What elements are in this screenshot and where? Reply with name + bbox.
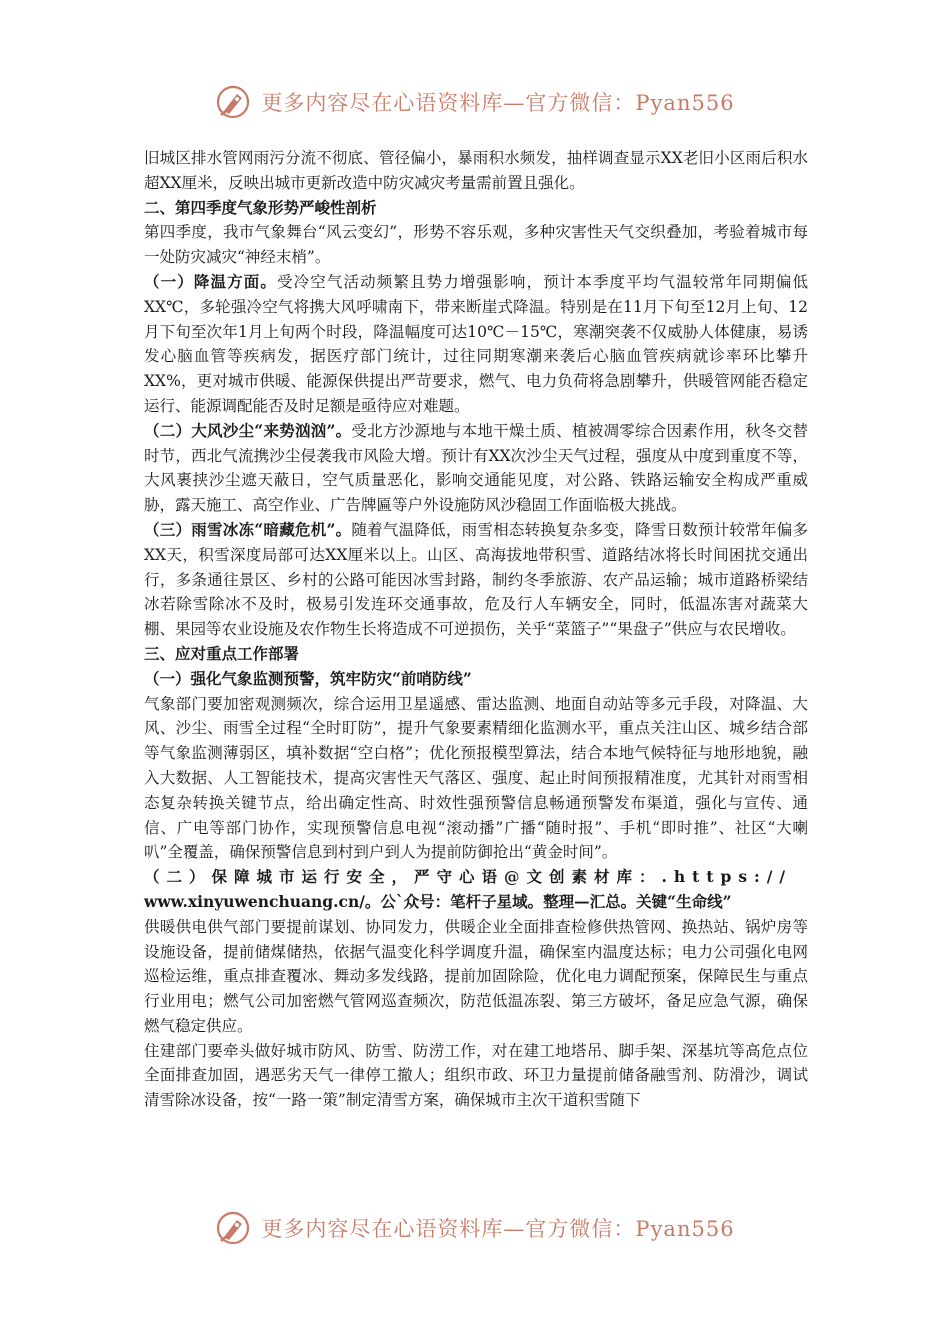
paragraph-lead: （三）雨雪冰冻“暗藏危机”。 [144, 519, 352, 539]
paragraph: 住建部门要牵头做好城市防风、防雪、防涝工作，对在建工地塔吊、脚手架、深基坑等高危点位全面排查加固，遇恶劣天气一律停工撤人；组织市政、环卫力量提前储备融雪剂、防滑沙，调试清雪除冰设备，按“一路一策”制定清雪方案，确保城市主次干道积雪随下 [144, 1041, 808, 1110]
subsection-heading: （二）保障城市运行安全，严守心语@文创素材库：.https:// [144, 867, 793, 887]
subsection-heading-continued: www.xinyuwenchuang.cn/。公`众号：笔杆子星域。整理—汇总。关键“生命线” [144, 891, 732, 911]
paragraph [144, 518, 808, 642]
watermark-text: 更多内容尽在心语资料库—官方微信：Pyan556 [261, 1217, 735, 1241]
paragraph-body: 受北方沙源地与本地干燥土质、植被凋零综合因素作用，秋冬交替时节，西北气流携沙尘侵袭我市风险大增。预计有XX次沙尘天气过程，强度从中度到重度不等，大风裹挟沙尘遮天蔽日，空气质量恶化，影响交通能见度，对公路、铁路运输安全构成严重威胁，露天施工、高空作业、广告牌匾等户外设施防风沙稳固工作面临极大挑战。 [144, 421, 808, 515]
section-heading: 二、第四季度气象形势严峻性剖析 [144, 197, 377, 217]
paragraph [144, 270, 808, 419]
section-heading: 三、应对重点工作部署 [144, 643, 300, 663]
pen-nib-logo-icon [215, 1210, 251, 1246]
paragraph [144, 419, 808, 518]
paragraph: 供暖供电供气部门要提前谋划、协同发力，供暖企业全面排查检修供热管网、换热站、锅炉房等设施设备，提前储煤储热，依据气温变化科学调度升温，确保室内温度达标；电力公司强化电网巡检运维，重点排查覆冰、舞动多发线路，提前加固除险，优化电力调配预案，保障民生与重点行业用电；燃气公司加密燃气管网巡查频次，防范低温冻裂、第三方破坏，备足应急气源，确保燃气稳定供应。 [144, 917, 808, 1035]
paragraph-body: 随着气温降低，雨雪相态转换复杂多变，降雪日数预计较常年偏多XX天，积雪深度局部可达XX厘米以上。山区、高海拔地带积雪、道路结冰将长时间困扰交通出行，多条通往景区、乡村的公路可能因冰雪封路，制约冬季旅游、农产品运输；城市道路桥梁结冰若除雪除冰不及时，极易引发连环交通事故，危及行人车辆安全，同时，低温冻害对蔬菜大棚、果园等农业设施及农作物生长将造成不可逆损伤，关乎“菜篮子”“果盘子”供应与农民增收。 [144, 520, 808, 639]
paragraph: 旧城区排水管网雨污分流不彻底、管径偏小，暴雨积水频发，抽样调查显示XX老旧小区雨后积水超XX厘米，反映出城市更新改造中防灾减灾考量需前置且强化。 [144, 149, 808, 192]
subsection-heading: （一）强化气象监测预警，筑牢防灾“前哨防线” [144, 668, 472, 688]
paragraph-body: 受冷空气活动频繁且势力增强影响，预计本季度平均气温较常年同期偏低XX℃，多轮强冷空气将携大风呼啸南下，带来断崖式降温。特别是在11月下旬至12月上旬、12月下旬至次年1月上旬两个时段，降温幅度可达10℃－15℃，寒潮突袭不仅威胁人体健康，易诱发心脑血管等疾病发，据医疗部门统计，过往同期寒潮来袭后心脑血管疾病就诊率环比攀升XX%，更对城市供暖、能源保供提出严苛要求，燃气、电力负荷将急剧攀升，供暖管网能否稳定运行、能源调配能否及时足额是亟待应对难题。 [144, 272, 808, 415]
watermark-banner-top [0, 84, 950, 120]
watermark-banner-bottom [0, 1210, 950, 1246]
paragraph: 气象部门要加密观测频次，综合运用卫星遥感、雷达监测、地面自动站等多元手段，对降温、大风、沙尘、雨雪全过程“全时盯防”，提升气象要素精细化监测水平，重点关注山区、城乡结合部等气象监测薄弱区，填补数据“空白格”；优化预报模型算法，结合本地气候特征与地形地貌，融入大数据、人工智能技术，提高灾害性天气落区、强度、起止时间预报精准度，尤其针对雨雪相态复杂转换关键节点，给出确定性高、时效性强预警信息畅通预警发布渠道，强化与宣传、通信、广电等部门协作，实现预警信息电视“滚动播”广播“随时报”、手机“即时推”、社区“大喇叭”全覆盖，确保预警信息到村到户到人为提前防御抢出“黄金时间”。 [144, 694, 808, 862]
pen-nib-logo-icon [215, 84, 251, 120]
paragraph-lead: （一）降温方面。 [144, 271, 278, 291]
watermark-text: 更多内容尽在心语资料库—官方微信：Pyan556 [261, 91, 735, 115]
paragraph: 第四季度，我市气象舞台“风云变幻”，形势不容乐观，多种灾害性天气交织叠加，考验着城市每一处防灾减灾“神经末梢”。 [144, 223, 808, 267]
document-body [144, 146, 808, 1113]
paragraph-lead: （二）大风沙尘“来势汹汹”。 [144, 420, 352, 440]
